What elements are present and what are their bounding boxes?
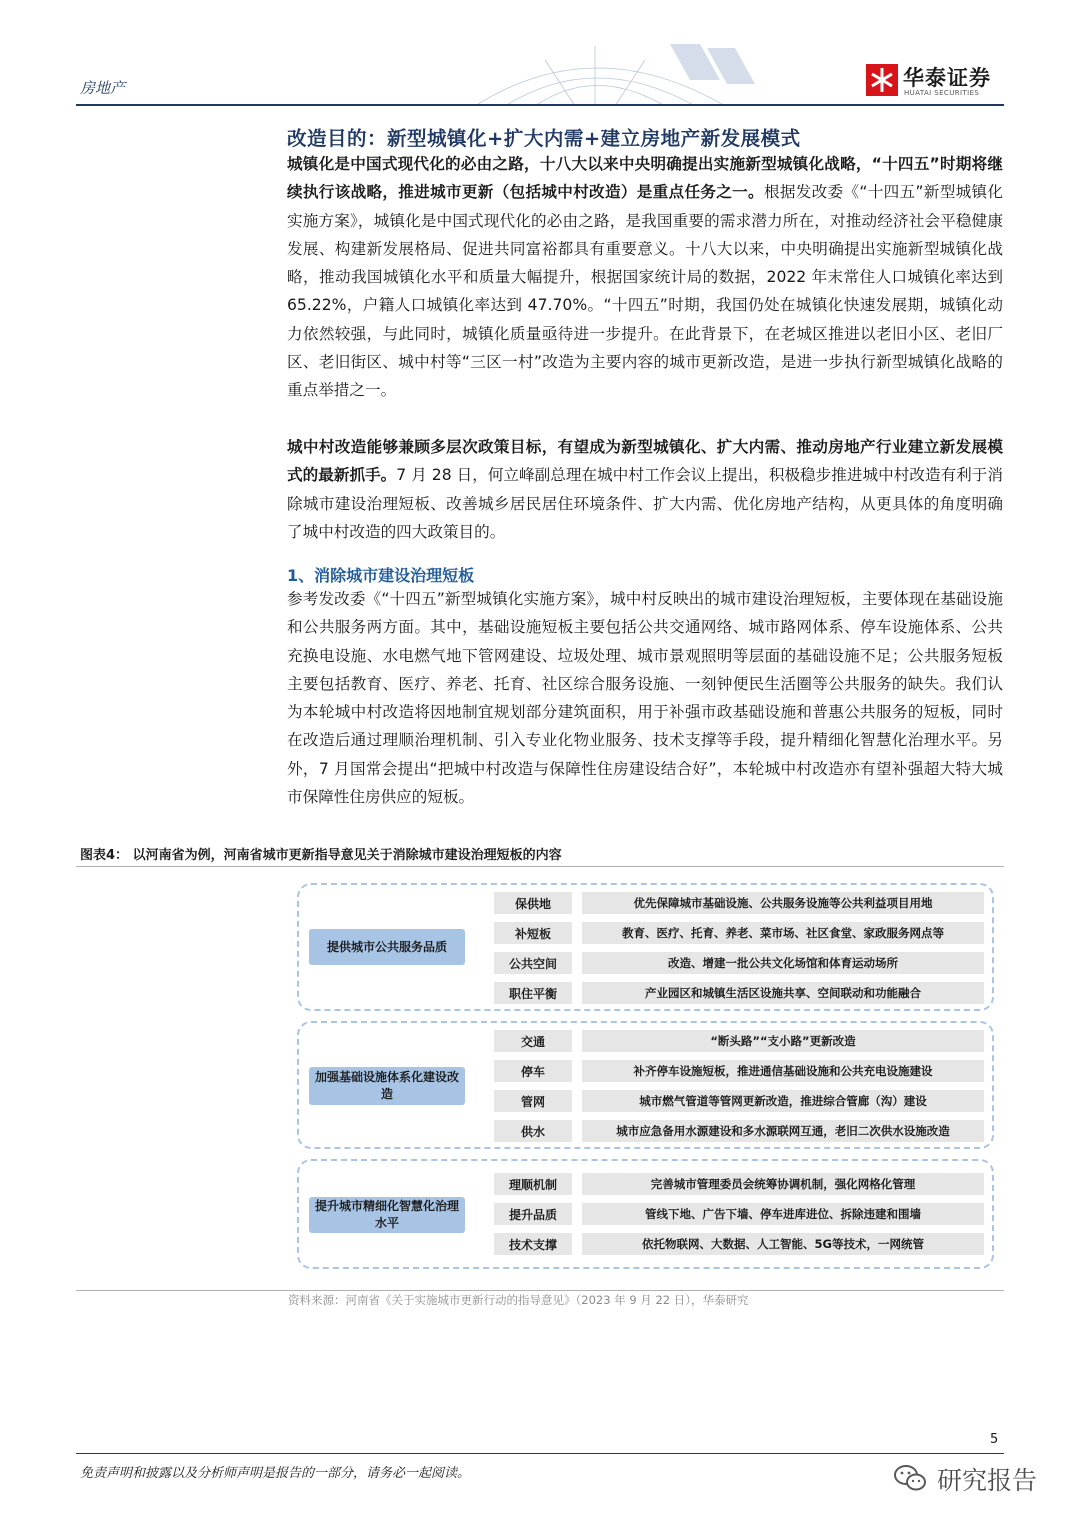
row-value: 依托物联网、大数据、人工智能、5G等技术，一网统管 (582, 1233, 984, 1255)
paragraph-1 (287, 150, 1003, 405)
footer-disclaimer: 免责声明和披露以及分析师声明是报告的一部分，请务必一起阅读。 (80, 1466, 471, 1481)
header-rule (76, 104, 1004, 106)
row-value: “断头路”“支小路”更新改造 (582, 1030, 984, 1052)
row-value: 改造、增建一批公共文化场馆和体育运动场所 (582, 952, 984, 974)
row-key: 供水 (494, 1120, 572, 1142)
logo-mark-icon (866, 64, 898, 96)
row-value: 补齐停车设施短板，推进通信基础设施和公共充电设施建设 (582, 1060, 984, 1082)
group-label: 提升城市精细化智慧化治理水平 (309, 1197, 465, 1233)
row-key: 技术支撑 (494, 1233, 572, 1255)
figure-group-infrastructure (297, 1021, 994, 1149)
figure-group-public-services (297, 883, 994, 1011)
section-title: 改造目的：新型城镇化+扩大内需+建立房地产新发展模式 (287, 127, 801, 150)
paragraph-3: 参考发改委《“十四五”新型城镇化实施方案》，城中村反映出的城市建设治理短板，主要体现在基础设施和公共服务两方面。其中，基础设施短板主要包括公共交通网络、城市路网体系、停车设施体系、公共充换电设施、水电燃气地下管网建设、垃圾处理、城市景观照明等层面的基础设施不足；公共服务短板主要包括教育、医疗、养老、托育、社区综合服务设施、一刻钟便民生活圈等公共服务的缺失。我们认为本轮城中村改造将因地制宜规划部分建筑面积，用于补强市政基础设施和普惠公共服务的短板，同时在改造后通过理顺治理机制、引入专业化物业服务、技术支撑等手段，提升精细化智慧化治理水平。另外，7 月国常会提出“把城中村改造与保障性住房建设结合好”，本轮城中村改造亦有望补强超大特大城市保障性住房供应的短板。 (287, 590, 1003, 807)
row-key: 理顺机制 (494, 1173, 572, 1195)
row-value: 优先保障城市基础设施、公共服务设施等公共利益项目用地 (582, 892, 984, 914)
row-value: 管线下地、广告下墙、停车进库进位、拆除违建和围墙 (582, 1203, 984, 1225)
wechat-icon (893, 1463, 927, 1493)
row-value: 完善城市管理委员会统筹协调机制，强化网格化管理 (582, 1173, 984, 1195)
row-value: 城市燃气管道等管网更新改造，推进综合管廊（沟）建设 (582, 1090, 984, 1112)
huatai-logo (866, 62, 1006, 102)
subsection-title: 1、消除城市建设治理短板 (287, 566, 475, 585)
page-number: 5 (990, 1432, 999, 1447)
paragraph-2-body: 7 月 28 日，何立峰副总理在城中村工作会议上提出，积极稳步推进城中村改造有利于消除城市建设治理短板、改善城乡居民居住环境条件、扩大内需、优化房地产结构，从更具体的角度明确了城中村改造的四大政策目的。 (287, 466, 1003, 541)
row-value: 教育、医疗、托育、养老、菜市场、社区食堂、家政服务网点等 (582, 922, 984, 944)
group-label: 加强基础设施体系化建设改造 (309, 1067, 465, 1105)
paragraph-2-lead: 城中村改造能够兼顾多层次政策目标，有望成为新型城镇化、扩大内需、推动房地产行业建立新发展模式的最新抓手。 (287, 438, 1003, 485)
watermark (893, 1461, 1053, 1501)
row-key: 公共空间 (494, 952, 572, 974)
report-category: 房地产 (80, 79, 126, 97)
row-key: 交通 (494, 1030, 572, 1052)
row-key: 停车 (494, 1060, 572, 1082)
figure-title: 图表4： 以河南省为例，河南省城市更新指导意见关于消除城市建设治理短板的内容 (80, 848, 562, 863)
footer-rule (76, 1453, 1004, 1454)
figure-source: 资料来源：河南省《关于实施城市更新行动的指导意见》（2023 年 9 月 22 日），华泰研究 (288, 1293, 749, 1307)
logo-text-en: HUATAI SECURITIES (904, 89, 980, 97)
row-key: 职住平衡 (494, 982, 572, 1004)
row-value: 城市应急备用水源建设和多水源联网互通，老旧二次供水设施改造 (582, 1120, 984, 1142)
watermark-text: 研究报告 (937, 1466, 1038, 1495)
paragraph-2 (287, 433, 1003, 546)
figure-group-governance (297, 1159, 994, 1269)
logo-text-cn: 华泰证券 (903, 66, 991, 90)
paragraph-1-lead: 城镇化是中国式现代化的必由之路，十八大以来中央明确提出实施新型城镇化战略，“十四五”时期将继续执行该战略，推进城市更新（包括城中村改造）是重点任务之一。 (287, 155, 1003, 202)
header-decoration-graphic (445, 40, 775, 106)
row-key: 提升品质 (494, 1203, 572, 1225)
group-label: 提供城市公共服务品质 (309, 929, 465, 965)
figure-top-rule (76, 866, 1004, 867)
row-key: 补短板 (494, 922, 572, 944)
row-key: 保供地 (494, 892, 572, 914)
row-key: 管网 (494, 1090, 572, 1112)
figure-bottom-rule (76, 1290, 1004, 1291)
paragraph-1-body: 根据发改委《“十四五”新型城镇化实施方案》，城镇化是中国式现代化的必由之路，是我国重要的需求潜力所在，对推动经济社会平稳健康发展、构建新发展格局、促进共同富裕都具有重要意义。十八大以来，中央明确提出实施新型城镇化战略，推动我国城镇化水平和质量大幅提升，根据国家统计局的数据，2022 年末常住人口城镇化率达到 65.22%，户籍人口城镇化率达到 47.70%。“十四五”时期，我国仍处在城镇化快速发展期，城镇化动力依然较强，与此同时，城镇化质量亟待进一步提升。在此背景下，在老城区推进以老旧小区、老旧厂区、老旧街区、城中村等“三区一村”改造为主要内容的城市更新改造，是进一步执行新型城镇化战略的重点举措之一。 (287, 183, 1003, 400)
row-value: 产业园区和城镇生活区设施共享、空间联动和功能融合 (582, 982, 984, 1004)
